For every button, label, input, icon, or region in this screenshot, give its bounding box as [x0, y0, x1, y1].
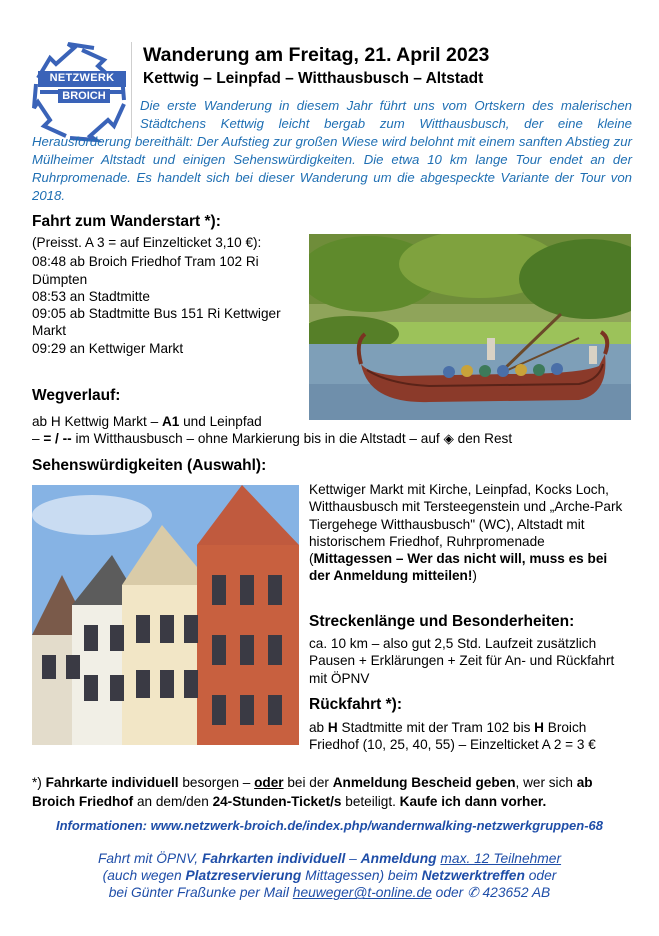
viking-boat-illustration — [309, 234, 631, 420]
route-heading: Wegverlauf: — [32, 387, 121, 404]
sights-list: Kettwiger Markt mit Kirche, Leinpfad, Kocks Loch, Witthausbusch mit Tersteegenstein und „Arche-Park Tiergehege Witthausbusch" (WC), Altstadt mit historischem Friedhof, Ruhrpromenade ( — [309, 482, 623, 567]
route-text: im Witthausbusch – ohne Markierung bis in die Altstadt – auf — [71, 431, 444, 447]
logo-text-broich: BROICH — [62, 90, 106, 102]
page-title: Wanderung am Freitag, 21. April 2023 — [143, 44, 490, 66]
intro-text: Die erste Wanderung in diesem Jahr führt uns vom Ortskern des malerischen Städtchens Kettwig leicht bergab zum Witthausbusch, der eine kleine Herausforderung bereithält: Der Aufstieg zur großen Wiese wird belohnt mit einem sanften Abstieg zur Mülheimer Altstadt und einigen Sehenswürdigkeiten. Die etwa 10 km lange Tour endet an der Ruhrpromenade. Es handelt sich bei dieser Wanderung um die abgespeckte Variante der Tour von 2018. — [32, 98, 632, 203]
return-t3: Broich Friedhof (10, 25, 40, 55) – Einzelticket A 2 = 3 € — [309, 720, 596, 753]
distance-section — [309, 635, 631, 687]
distance-heading — [309, 613, 574, 631]
footer-text: oder — [524, 868, 557, 884]
footer-bold: Fahrkarten individuell — [201, 851, 346, 866]
start-line-4: 09:29 an Kettwiger Markt — [32, 340, 184, 356]
registration-footer — [0, 850, 659, 902]
old-town-houses-photo — [32, 485, 299, 745]
note-bold: ab Broich Friedhof — [32, 775, 593, 809]
page-subtitle: Kettwig – Leinpfad – Witthausbusch – Altstadt — [143, 70, 484, 87]
return-heading: Rückfahrt *): — [309, 696, 403, 713]
start-section — [32, 234, 304, 357]
start-line-3: 09:05 ab Stadtmitte Bus 151 Ri Kettwiger Markt — [32, 306, 281, 339]
footer-text: oder — [431, 885, 468, 901]
note-text: bei der — [283, 775, 333, 790]
return-text — [309, 719, 631, 754]
footer-line-1 — [0, 850, 659, 867]
route-text: den Rest — [453, 431, 513, 447]
route-marker-symbol: = / -- — [43, 431, 72, 447]
footer-text: – — [345, 851, 361, 866]
footer-text: Mittagessen) beim — [301, 868, 422, 884]
start-line-1: 08:48 ab Broich Friedhof Tram 102 Ri Dümpten — [32, 254, 259, 287]
distance-heading-colon: : — [569, 613, 575, 630]
footer-text: bei Günter Fraßunke per Mail — [108, 885, 293, 901]
note-text: beteiligt. — [341, 794, 400, 809]
logo-text-netzwerk: NETZWERK — [49, 72, 115, 84]
sights-text — [309, 481, 631, 585]
route-text: ab H Kettwig Markt – — [32, 414, 162, 429]
route-line-1 — [32, 413, 632, 430]
distance-heading-text: Streckenlänge und Besonderheiten — [309, 613, 570, 630]
houses-illustration — [32, 485, 299, 745]
note-bold: Fahrkarte individuell — [45, 775, 179, 790]
ticket-note — [32, 773, 632, 811]
note-text: , wer sich — [515, 775, 577, 790]
footer-max-participants: max. 12 Teilnehmer — [440, 851, 562, 866]
note-bold: Anmeldung Bescheid geben — [332, 775, 516, 790]
sights-section — [309, 481, 631, 585]
diamond-marker-icon: ◈ — [443, 431, 454, 447]
viking-boat-photo — [309, 234, 631, 420]
info-link[interactable]: Informationen: www.netzwerk-broich.de/index.php/wandernwalking-netzwerkgruppen-68 — [55, 818, 604, 833]
return-section — [309, 719, 631, 754]
footer-text: Fahrt mit ÖPNV, — [97, 851, 202, 866]
sights-end: ) — [472, 568, 477, 584]
note-bold: Kaufe ich dann vorher. — [399, 794, 547, 809]
return-stop-marker: H — [327, 720, 338, 735]
return-stop-marker: H — [534, 720, 544, 735]
distance-text: ca. 10 km – also gut 2,5 Std. Laufzeit zusätzlich Pausen + Erklärungen + Zeit für An- und Rückfahrt mit ÖPNV — [309, 636, 615, 686]
footer-line-3 — [0, 884, 659, 901]
phone-number: 423652 AB — [478, 885, 551, 901]
route-marker-a1: A1 — [161, 414, 180, 429]
footer-bold: Netzwerktreffen — [421, 868, 525, 884]
note-text: an dem/den — [133, 794, 213, 809]
route-text: und Leinpfad — [179, 414, 262, 429]
return-t2: Stadtmitte mit der Tram 102 bis — [337, 720, 535, 735]
ticket-note-text — [32, 773, 632, 811]
start-heading: Fahrt zum Wanderstart *): — [32, 213, 221, 230]
footer-bold: Platzreservierung — [185, 868, 302, 884]
sights-lunch-note: Mittagessen – Wer das nicht will, muss es bei der Anmeldung mitteilen! — [309, 551, 608, 584]
note-text: *) — [32, 775, 46, 790]
return-t1: ab — [309, 720, 328, 735]
route-section — [32, 413, 632, 448]
intro-paragraph — [32, 97, 632, 205]
route-text: – — [32, 431, 44, 447]
sights-heading: Sehenswürdigkeiten (Auswahl): — [32, 457, 267, 474]
note-underline: oder — [254, 775, 284, 790]
footer-line-2 — [0, 867, 659, 884]
phone-icon: ✆ — [467, 885, 479, 901]
footer-text: (auch wegen — [102, 868, 186, 884]
route-line-2 — [32, 430, 632, 447]
start-price: (Preisst. A 3 = auf Einzelticket 3,10 €): — [32, 235, 262, 250]
note-bold: 24-Stunden-Ticket/s — [212, 794, 342, 809]
footer-bold: Anmeldung — [360, 851, 437, 866]
email-link[interactable]: heuweger@t-online.de — [292, 885, 432, 901]
note-text: besorgen – — [178, 775, 255, 790]
start-line-2: 08:53 an Stadtmitte — [32, 288, 150, 304]
